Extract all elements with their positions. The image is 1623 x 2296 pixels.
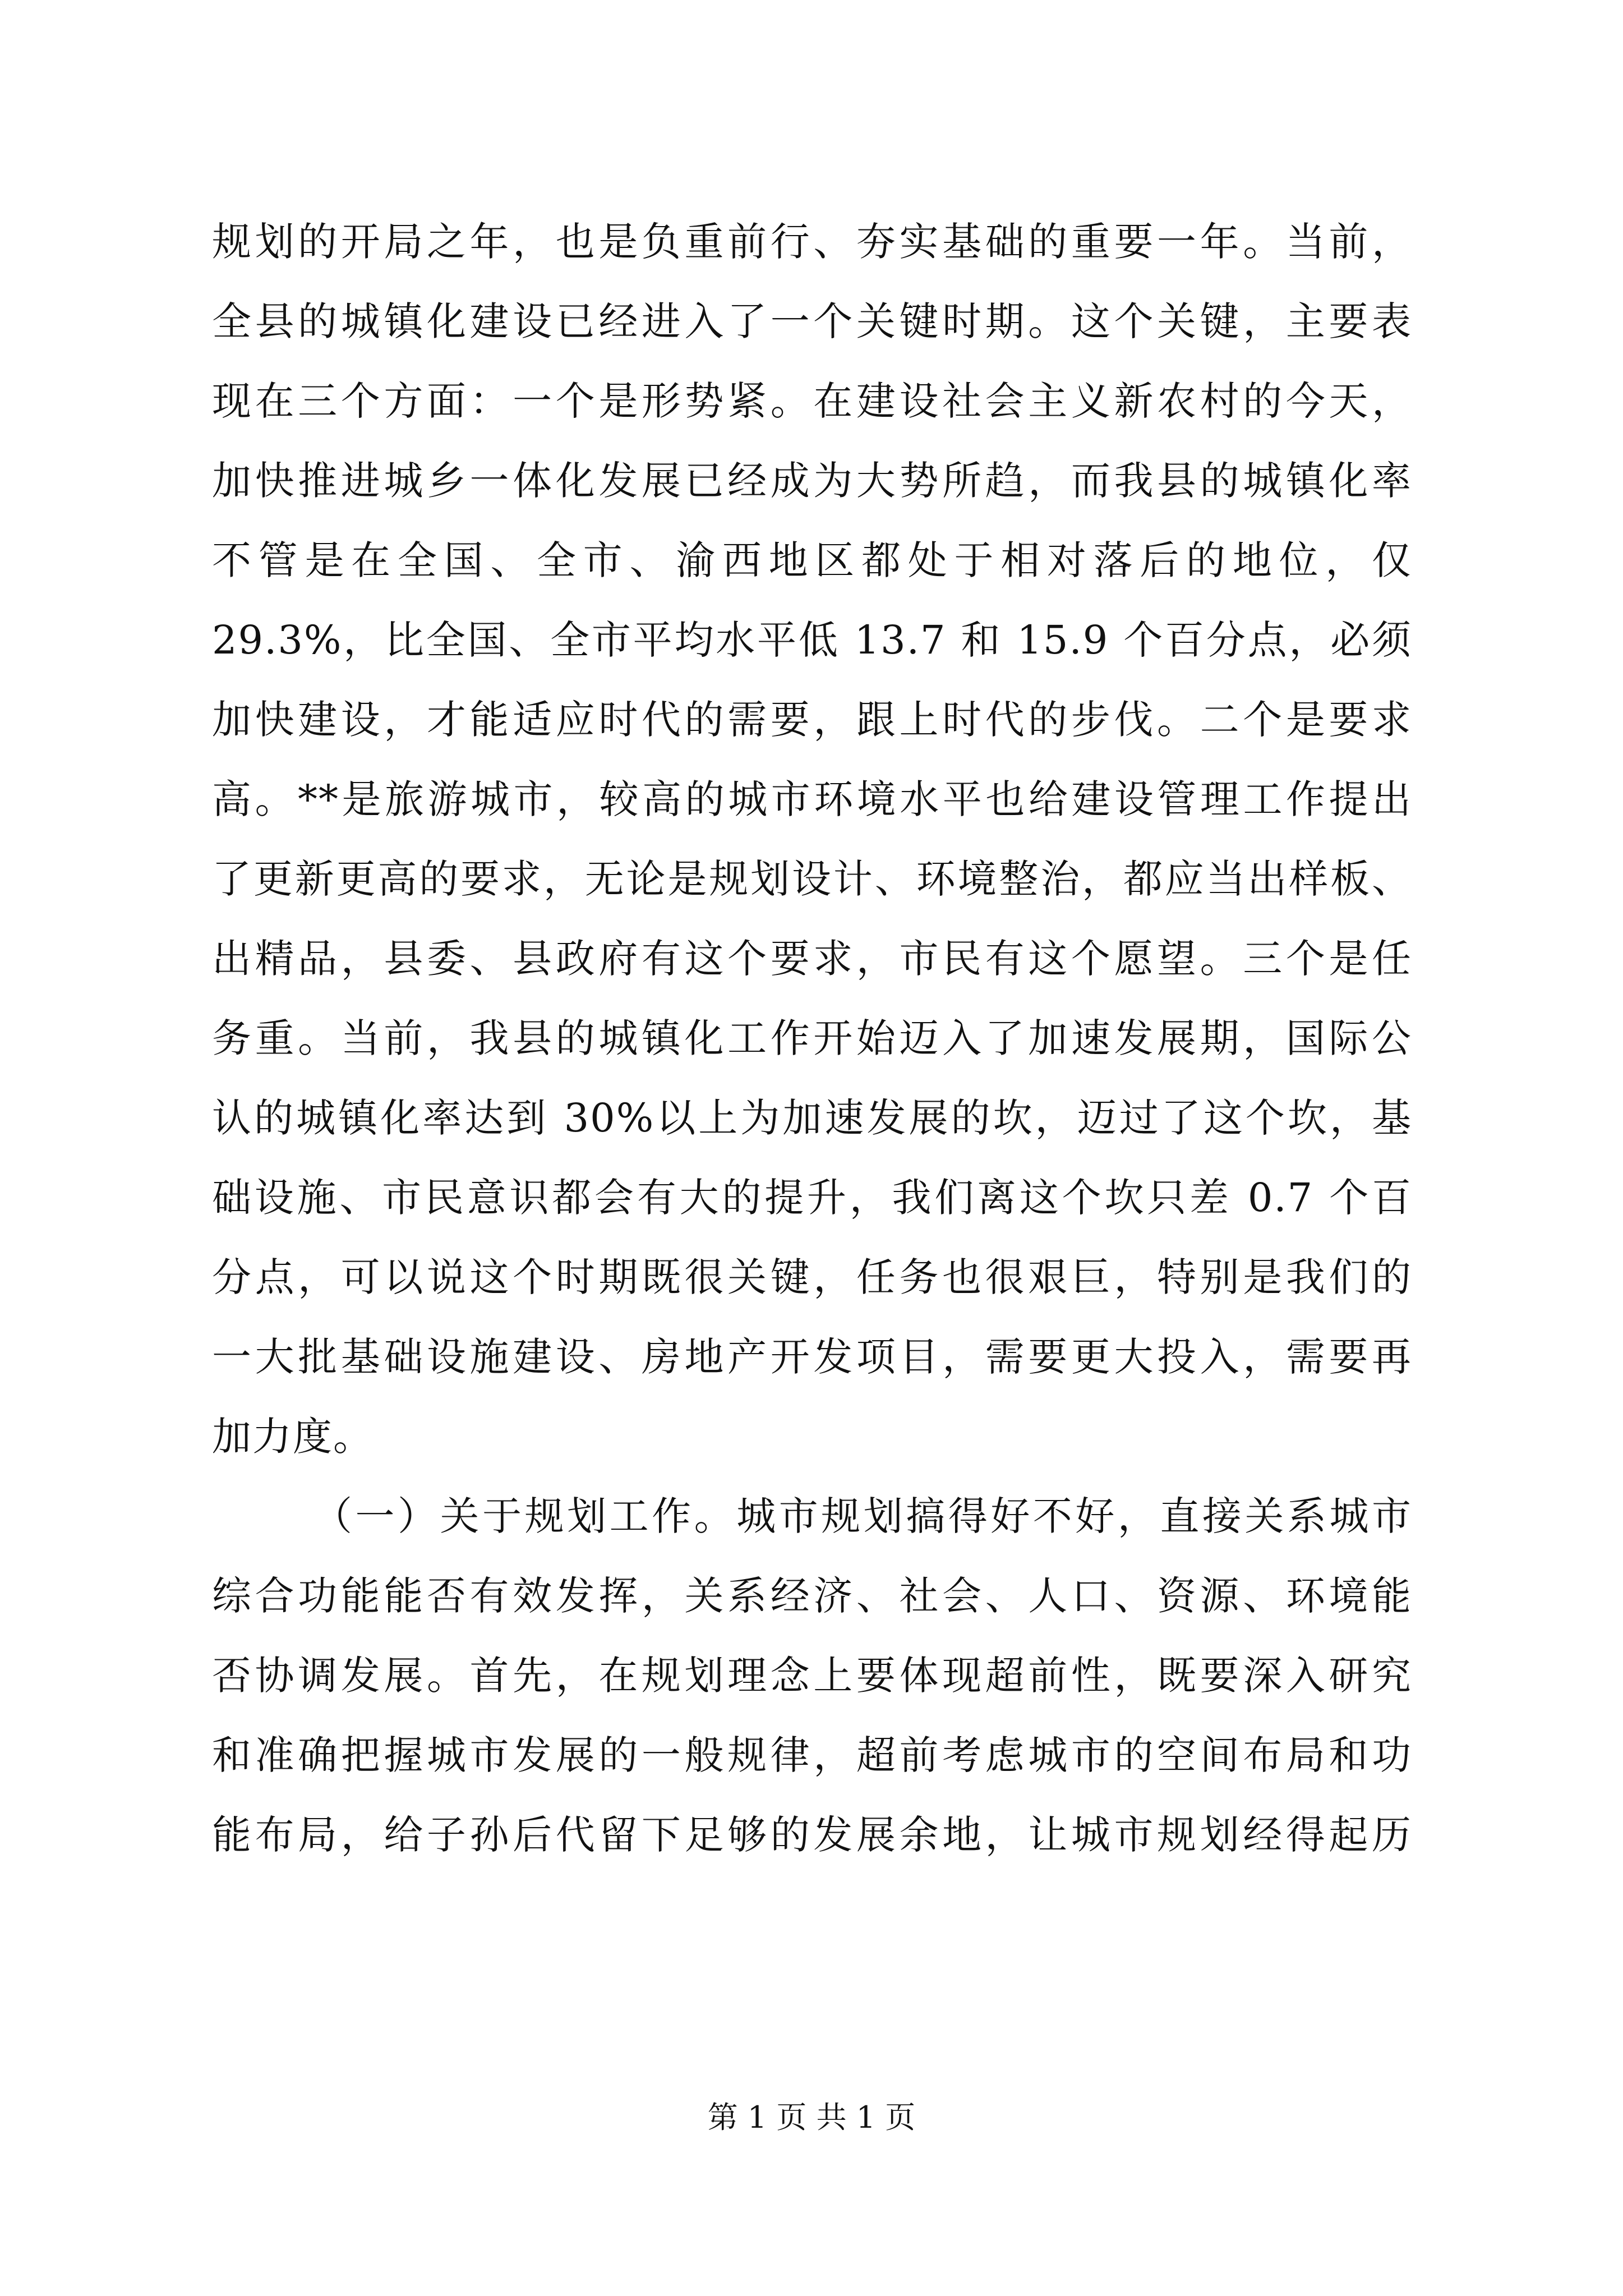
text-line: 能布局，给子孙后代留下足够的发展余地，让城市规划经得起历 [212,1812,1412,1858]
text-line: 现在三个方面：一个是形势紧。在建设社会主义新农村的今天， [212,378,1412,424]
text-line: 一大批基础设施建设、房地产开发项目，需要更大投入，需要再 [212,1334,1412,1380]
text-line: 务重。当前，我县的城镇化工作开始迈入了加速发展期，国际公 [212,1015,1412,1061]
text-line: 分点，可以说这个时期既很关键，任务也很艰巨，特别是我们的 [212,1254,1412,1300]
text-line: 综合功能能否有效发挥，关系经济、社会、人口、资源、环境能 [212,1573,1412,1619]
paragraph-start-line: （一）关于规划工作。城市规划搞得好不好，直接关系城市 [313,1493,1412,1539]
text-line: 全县的城镇化建设已经进入了一个关键时期。这个关键，主要表 [212,298,1412,344]
paragraph-end-line: 加力度。 [212,1414,374,1460]
text-line: 础设施、市民意识都会有大的提升，我们离这个坎只差 0.7 个百 [212,1175,1412,1221]
text-line: 加快建设，才能适应时代的需要，跟上时代的步伐。二个是要求 [212,697,1412,743]
text-line: 29.3%，比全国、全市平均水平低 13.7 和 15.9 个百分点，必须 [212,617,1412,663]
text-line: 高。**是旅游城市，较高的城市环境水平也给建设管理工作提出 [212,776,1412,822]
page-footer: 第 1 页 共 1 页 [707,2100,916,2135]
text-line: 不管是在全国、全市、渝西地区都处于相对落后的地位，仅 [212,537,1412,583]
text-line: 否协调发展。首先，在规划理念上要体现超前性，既要深入研究 [212,1653,1412,1699]
body-text [212,202,1412,1875]
text-line: 出精品，县委、县政府有这个要求，市民有这个愿望。三个是任 [212,936,1412,982]
text-line: 认的城镇化率达到 30%以上为加速发展的坎，迈过了这个坎，基 [212,1095,1412,1141]
text-line: 规划的开局之年，也是负重前行、夯实基础的重要一年。当前， [212,219,1412,265]
text-line: 加快推进城乡一体化发展已经成为大势所趋，而我县的城镇化率 [212,458,1412,504]
text-line: 了更新更高的要求，无论是规划设计、环境整治，都应当出样板、 [212,856,1412,902]
text-line: 和准确把握城市发展的一般规律，超前考虑城市的空间布局和功 [212,1732,1412,1778]
